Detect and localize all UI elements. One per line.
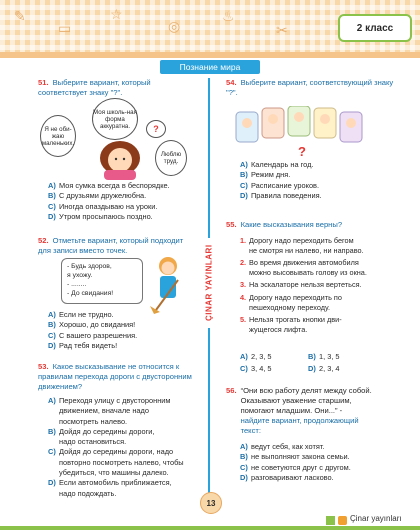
speech-line: - Будь здоров, xyxy=(67,263,112,270)
option-line: надо остановиться. xyxy=(59,437,127,447)
answer-option[interactable]: C) Иногда опаздываю на уроки. xyxy=(48,201,158,211)
answer-option[interactable]: B) Хорошо, до свидания! xyxy=(48,320,136,330)
option-line: посмотреть налево. xyxy=(59,416,128,426)
option-line: повторно посмотреть налево, чтобы xyxy=(59,457,184,467)
brand-vertical-label: ÇINAR YAYINLARI xyxy=(199,238,219,328)
answer-option[interactable]: C) 3, 4, 5 xyxy=(240,364,272,373)
question-number: 56. xyxy=(226,386,237,395)
option-line: убедиться, что машины далеко. xyxy=(59,468,169,478)
q52-options xyxy=(48,310,137,351)
speech-box xyxy=(61,258,143,304)
ruler-doodle-icon: ✂ xyxy=(276,22,288,38)
answer-option[interactable]: D) Рад тебя видеть! xyxy=(48,340,118,350)
statement: 1. Дорогу надо переходить бегом не смотря ни налево, ни направо. xyxy=(240,236,364,255)
question-53 xyxy=(38,362,198,392)
statement: 4. Дорогу надо переходить по пешеходному переходу. xyxy=(240,292,342,312)
speech-line: я ухожу. xyxy=(67,272,93,279)
answer-option[interactable]: A) Моя сумка всегда в беспорядке. xyxy=(48,181,170,190)
question-number: 53. xyxy=(38,362,49,371)
girl-sweeping-illustration xyxy=(148,254,188,314)
answer-option[interactable]: B) 1, 3, 5 xyxy=(308,352,340,361)
answer-option[interactable]: B) Дойдя до середины дороги, xyxy=(48,426,155,436)
book-doodle-icon: ▭ xyxy=(58,20,72,36)
answer-option[interactable]: C) Расписание уроков. xyxy=(240,180,320,190)
girl-illustration xyxy=(90,140,150,180)
facebook-icon[interactable] xyxy=(326,516,335,525)
q54-options xyxy=(240,160,322,201)
question-51 xyxy=(38,78,198,98)
question-mark-bubble: ? xyxy=(146,120,166,138)
question-number: 51. xyxy=(38,78,49,87)
answer-option[interactable]: D) разговаривают ласково. xyxy=(240,472,334,482)
section-title: Познание мира xyxy=(160,60,260,74)
question-mark: ? xyxy=(298,144,306,159)
answer-option[interactable]: C) не советуются друг с другом. xyxy=(240,462,351,472)
instagram-icon[interactable] xyxy=(338,516,347,525)
statement: 3. На эскалаторе нельзя вертеться. xyxy=(240,280,362,290)
answer-option[interactable]: D) Если автомобиль приближается, xyxy=(48,478,172,488)
publisher-name: Çinar yayınları xyxy=(350,514,402,523)
question-text: Выберите вариант, который соответствует знаку "?". xyxy=(38,78,151,97)
answer-option[interactable]: D) Правила поведения. xyxy=(240,190,322,200)
daily-routine-illustration xyxy=(234,106,384,156)
statement: 2. Во время движения автомобиля можно высовывать голову из окна. xyxy=(240,258,367,277)
footer-line xyxy=(0,526,420,530)
question-text: Отметьте вариант, который подходит для записи вместо точек. xyxy=(38,236,184,255)
thought-bubble: Люблю труд. xyxy=(155,140,187,176)
speech-line: - ........ xyxy=(67,281,87,288)
answer-option[interactable]: D) Утром просыпаюсь поздно. xyxy=(48,211,153,221)
q55-options xyxy=(240,352,376,373)
thought-bubble: Моя школь-ная форма аккуратна. xyxy=(92,98,138,140)
answer-option[interactable]: B) Режим дня. xyxy=(240,170,291,180)
answer-option[interactable]: B) С друзьями дружелюбна. xyxy=(48,191,147,201)
answer-option[interactable]: D) 2, 3, 4 xyxy=(308,364,340,373)
answer-option[interactable]: A) ведут себя, как хотят. xyxy=(240,442,325,451)
pencil-doodle-icon: ✎ xyxy=(14,8,26,24)
answer-option[interactable]: A) Календарь на год. xyxy=(240,160,314,169)
speech-line: - До свидания! xyxy=(67,290,114,297)
question-text: Выберите вариант, соответствующий знаку "?". xyxy=(226,78,394,97)
question-56: 56. “Они всю работу делят между собой. Оказывают уважение старшим, помогают младшим. Они...” - найдите вариант, продолжающий текст: xyxy=(226,386,372,435)
statement: 5. Нельзя трогать кнопки дви- жущегося лифта. xyxy=(240,315,342,334)
answer-option[interactable]: C) С вашего разрешения. xyxy=(48,330,138,340)
option-line: надо подождать. xyxy=(59,488,117,498)
globe-doodle-icon: ◎ xyxy=(168,18,181,34)
q53-options xyxy=(48,396,184,499)
thought-bubble: Я не оби-жаю маленьких. xyxy=(40,115,76,157)
star-doodle-icon: ☆ xyxy=(110,6,123,22)
q55-statements xyxy=(240,236,410,337)
option-line: движением, вначале надо xyxy=(59,406,149,416)
q51-options xyxy=(48,181,170,222)
grade-badge: 2 класс xyxy=(338,14,412,42)
question-number: 52. xyxy=(38,236,49,245)
page-number: 13 xyxy=(200,492,222,514)
question-55 xyxy=(226,220,406,230)
question-text: Какие высказывания верны? xyxy=(240,220,343,229)
q56-options xyxy=(240,442,351,483)
header-strip xyxy=(0,52,420,58)
question-54 xyxy=(226,78,406,98)
answer-option[interactable]: A) Если не трудно. xyxy=(48,310,114,319)
answer-option[interactable]: C) Дойдя до середины дороги, надо xyxy=(48,447,174,457)
question-text: Какое высказывание не относится к правилам перехода дороги с двусторонним движением? xyxy=(38,362,192,391)
question-number: 54. xyxy=(226,78,237,87)
question-52 xyxy=(38,236,198,256)
answer-option[interactable]: A) 2, 3, 5 xyxy=(240,352,272,361)
answer-option[interactable]: A) Переходя улицу с двусторонним xyxy=(48,396,171,405)
question-number: 55. xyxy=(226,220,237,229)
answer-option[interactable]: B) не выполняют закона семьи. xyxy=(240,452,350,462)
cup-doodle-icon: ♨ xyxy=(222,8,235,24)
